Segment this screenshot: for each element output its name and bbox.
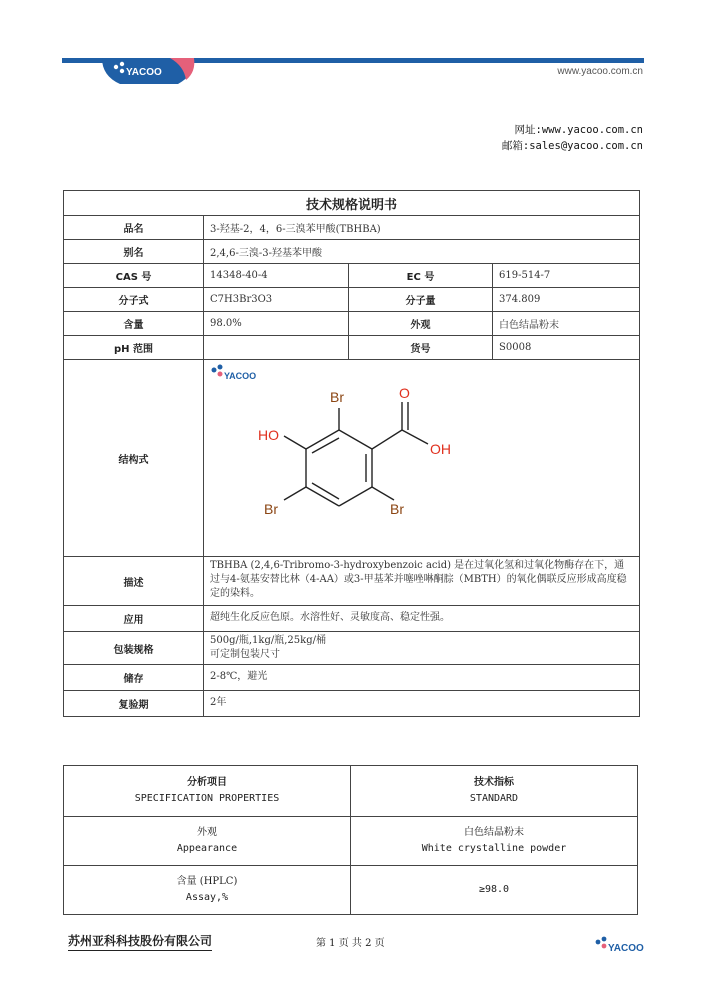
analysis-col2-en: STANDARD	[469, 793, 519, 804]
email-line[interactable]: 邮箱:sales@yacoo.com.cn	[501, 140, 643, 152]
use-value: 超纯生化反应色原。水溶性好、灵敏度高、稳定性强。	[204, 606, 640, 632]
structure-logo-text: YACOO	[224, 371, 257, 381]
analysis-row-item	[64, 866, 351, 915]
header-logo	[100, 54, 196, 88]
formula-label: 分子式	[64, 288, 204, 312]
atom-br-top: Br	[330, 389, 344, 405]
contact-block	[502, 122, 643, 154]
footer-company: 苏州亚科科技股份有限公司	[68, 932, 212, 951]
ph-value	[204, 336, 349, 360]
desc-label: 描述	[64, 557, 204, 606]
atom-ho: HO	[258, 427, 279, 443]
analysis-row-item	[64, 817, 351, 866]
name-value: 3-羟基-2，4，6-三溴苯甲酸(TBHBA)	[204, 216, 640, 240]
analysis-col1-cn: 分析项目	[187, 777, 227, 788]
analysis-col1-en: SPECIFICATION PROPERTIES	[134, 793, 280, 804]
structure-label: 结构式	[64, 360, 204, 557]
analysis-table	[63, 765, 638, 915]
analysis-item-en: Appearance	[176, 843, 238, 854]
analysis-col2-cn: 技术指标	[474, 777, 514, 788]
mw-label: 分子量	[349, 288, 493, 312]
catalog-value: S0008	[493, 336, 640, 360]
formula-value: C7H3Br3O3	[204, 288, 349, 312]
pack-line-2: 可定制包装尺寸	[210, 649, 280, 660]
spec-title: 技术规格说明书	[64, 191, 640, 216]
alias-value: 2,4,6-三溴-3-羟基苯甲酸	[204, 240, 640, 264]
pack-label: 包装规格	[64, 632, 204, 665]
analysis-header-standard	[351, 766, 638, 817]
atom-br-right: Br	[390, 501, 404, 517]
ec-value: 619-514-7	[493, 264, 640, 288]
analysis-row-standard	[351, 817, 638, 866]
analysis-item-en: Assay,%	[185, 892, 229, 903]
analysis-item-cn: 外观	[197, 827, 217, 838]
analysis-std-en: White crystalline powder	[421, 843, 567, 854]
storage-label: 储存	[64, 665, 204, 691]
name-label: 品名	[64, 216, 204, 240]
retest-label: 复验期	[64, 691, 204, 717]
ec-label: EC 号	[349, 264, 493, 288]
alias-label: 别名	[64, 240, 204, 264]
catalog-label: 货号	[349, 336, 493, 360]
atom-br-left: Br	[264, 501, 278, 517]
analysis-std-cn: 白色结晶粉末	[464, 827, 524, 838]
ph-label: pH 范围	[64, 336, 204, 360]
cas-value: 14348-40-4	[204, 264, 349, 288]
analysis-item-cn: 含量 (HPLC)	[176, 876, 238, 887]
structure-logo	[212, 365, 257, 382]
website-line[interactable]: 网址:www.yacoo.com.cn	[514, 124, 643, 136]
structure-image	[204, 360, 640, 556]
header-logo-text: YACOO	[126, 67, 162, 78]
retest-value: 2年	[204, 691, 640, 717]
benzene-ring	[284, 402, 428, 506]
analysis-row-standard	[351, 866, 638, 915]
storage-value: 2-8℃，避光	[204, 665, 640, 691]
content-value: 98.0%	[204, 312, 349, 336]
header-url[interactable]: www.yacoo.com.cn	[557, 66, 643, 77]
footer-logo	[592, 932, 648, 956]
spec-table	[63, 190, 640, 717]
use-label: 应用	[64, 606, 204, 632]
content-label: 含量	[64, 312, 204, 336]
atom-oh: OH	[430, 441, 451, 457]
mw-value: 374.809	[493, 288, 640, 312]
pack-value	[204, 632, 640, 665]
analysis-std-cn: ≥98.0	[478, 884, 510, 895]
desc-value: TBHBA (2,4,6-Tribromo-3-hydroxybenzoic acid) 是在过氧化氢和过氧化物酶存在下，通过与4-氨基安替比林（4-AA）或3-甲基苯并噻唑啉酮腙（MBTH）的氧化偶联反应形成高度稳定的染料。	[204, 557, 640, 606]
appearance-value: 白色结晶粉末	[493, 312, 640, 336]
atom-o-top: O	[399, 385, 410, 401]
footer-page-number: 第 1 页 共 2 页	[316, 938, 385, 949]
footer-logo-text: YACOO	[608, 943, 644, 954]
analysis-header-item	[64, 766, 351, 817]
structure-cell	[204, 360, 640, 557]
appearance-label: 外观	[349, 312, 493, 336]
pack-line-1: 500g/瓶,1kg/瓶,25kg/桶	[210, 635, 326, 646]
cas-label: CAS 号	[64, 264, 204, 288]
